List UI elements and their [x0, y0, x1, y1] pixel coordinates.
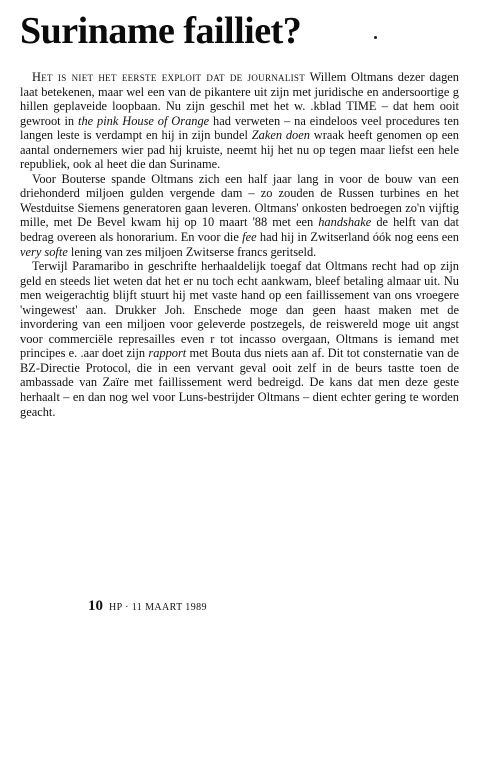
- page-footer: [88, 598, 207, 615]
- italic-phrase: very softe: [20, 244, 68, 259]
- italic-phrase: rapport: [148, 346, 187, 361]
- italic-phrase: the pink House of Orange: [78, 113, 210, 128]
- paragraph-3: Terwijl Paramaribo in geschrifte herhaaldelijk toegaf dat Oltmans recht had op zijn geld en steeds liet weten dat het er nu toch echt aankwam, bleef betaling almaar uit. Nu men weigerachtig blijft stuurt hij met vaste hand op een faillissement van ons vroegere 'wingewest' aan. Drukker Joh. Enschede moge dan geen haast maken met de invordering van een miljoen voor geleverde postzegels, de reiswereld moge uit angst voor commerciële represailles even r tot incasso overgaan, Oltmans is iemand met principes e. .aar doet zijn rapport met Bouta dus niets aan af. Dit tot consternatie van de BZ-Directie Protocol, die in een vervant geval ooit zelf in de beurs tastte toen de ambassade van Zaïre met faillissement werd bedreigd. De kans dat men deze geste herhaalt – en dan nog wel voor Luns-bestrijder Oltmans – dient echter gering te worden geacht.: [20, 259, 459, 419]
- print-speck: [374, 36, 377, 39]
- headline: Suriname failliet?: [20, 10, 302, 52]
- paragraph-2: Voor Bouterse spande Oltmans zich een half jaar lang in voor de bouw van een driehonderd miljoen gulden vergende dam – zo zouden de Russen turbines en het Westduitse Siemens generatoren gaan leveren. Oltmans' onkosten bedroegen zo'n vijftig mille, met De Bevel kwam hij op 10 maart '88 met een handshake de helft van dat bedrag overeen als honorarium. En voor die fee had hij in Zwitserland óók nog eens een very softe lening van zes miljoen Zwitserse francs geritseld.: [20, 171, 459, 259]
- bz-abbreviation: BZ: [20, 360, 36, 375]
- time-magazine-name: TIME: [346, 99, 377, 114]
- issue-source: HP · 11 MAART 1989: [109, 602, 207, 613]
- lead-in: Het is niet het eerste exploit dat de journalist: [32, 70, 306, 84]
- page-number: 10: [88, 598, 103, 614]
- article-body: [20, 70, 459, 419]
- italic-phrase: fee: [242, 230, 257, 245]
- book-title: Zaken doen: [251, 128, 310, 143]
- paragraph-1: Het is niet het eerste exploit dat de journalist Willem Oltmans dezer dagen laat betekenen, maar wel een van de pikantere uit zijn met juridische en andersoortige g hillen geplaveide loopbaan. Nu zijn geschil met het w. .kblad TIME – dat hem ooit gewroot in the pink House of Orange had verweten – na eindeloos veel procedures ten langen leste is verdampt en hij in zijn bundel Zaken doen wraak heeft genomen op een aantal ondernemers wier pad hij kruiste, neemt hij het nu op tegen maar liefst een hele republiek, ook al heet die dan Suriname.: [20, 70, 460, 172]
- italic-phrase: handshake: [318, 215, 372, 230]
